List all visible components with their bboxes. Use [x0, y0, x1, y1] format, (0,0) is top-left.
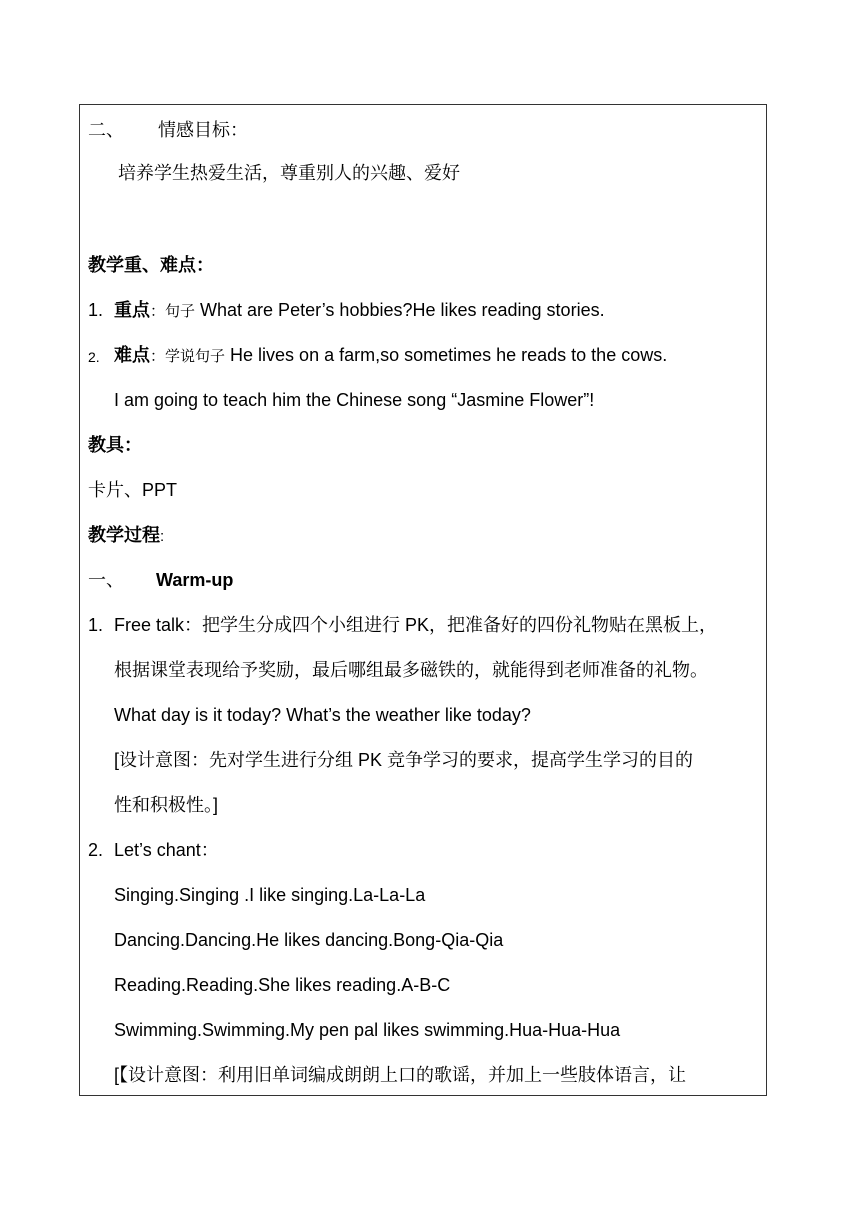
chant-line: Swimming.Swimming.My pen pal likes swimming.Hua-Hua-Hua: [114, 1020, 621, 1040]
key-points-title: 教学重、难点：: [88, 255, 214, 275]
difficult-point-label: 难点: [114, 345, 150, 365]
difficult-point-line-2: I am going to teach him the Chinese song “Jasmine Flower”!: [114, 390, 595, 410]
item-1-design-note: [设计意图：先对学生进行分组 PK 竞争学习的要求，提高学生学习的目的: [114, 750, 694, 770]
key-point-number: 1.: [88, 300, 104, 320]
item-2-design-note: [【设计意图：利用旧单词编成朗朗上口的歌谣，并加上一些肢体语言，让: [114, 1065, 686, 1085]
item-1-line-1: Free talk：把学生分成四个小组进行 PK，把准备好的四份礼物贴在黑板上，: [114, 615, 718, 635]
item-1-line-2: 根据课堂表现给予奖励，最后哪组最多磁铁的，就能得到老师准备的礼物。: [114, 660, 708, 680]
item-2-title: Let’s chant：: [114, 840, 219, 860]
chant-line: Dancing.Dancing.He likes dancing.Bong-Qia-Qia: [114, 930, 504, 950]
chant-line: Singing.Singing .I like singing.La-La-La: [114, 885, 426, 905]
section-2-title: 情感目标：: [158, 120, 248, 140]
difficult-point-number: 2.: [88, 349, 100, 365]
difficult-point-sentence: He lives on a farm,so sometimes he reads to the cows.: [225, 345, 668, 365]
section-2-number: 二、: [88, 120, 124, 140]
section-1-heading: [88, 568, 233, 592]
teaching-tools-title: 教具：: [88, 435, 142, 455]
key-point-line: 重点：句子 What are Peter’s hobbies?He likes reading stories.: [114, 300, 605, 320]
section-2-heading: [88, 118, 248, 142]
section-1-title: Warm-up: [156, 570, 234, 590]
difficult-point-line: 难点：学说句子 He lives on a farm,so sometimes he reads to the cows.: [114, 345, 668, 365]
key-point-prefix: 句子: [165, 303, 196, 320]
section-1-number: 一、: [88, 570, 124, 590]
difficult-point-prefix: 学说句子: [165, 348, 226, 365]
key-point-sentence: What are Peter’s hobbies?He likes reading stories.: [195, 300, 605, 320]
item-2-number: 2.: [88, 840, 104, 860]
teaching-process-title: 教学过程:: [88, 525, 165, 545]
item-1-line-3: What day is it today? What’s the weather like today?: [114, 705, 531, 725]
teaching-tools-text: 卡片、PPT: [88, 480, 178, 500]
lesson-plan-table-cell: [79, 104, 767, 1096]
chant-line: Reading.Reading.She likes reading.A-B-C: [114, 975, 451, 995]
item-1-number: 1.: [88, 615, 104, 635]
item-1-design-note-2: 性和积极性。]: [114, 795, 219, 815]
emotion-goal-text: 培养学生热爱生活，尊重别人的兴趣、爱好: [118, 163, 460, 184]
key-point-label: 重点: [114, 300, 150, 320]
